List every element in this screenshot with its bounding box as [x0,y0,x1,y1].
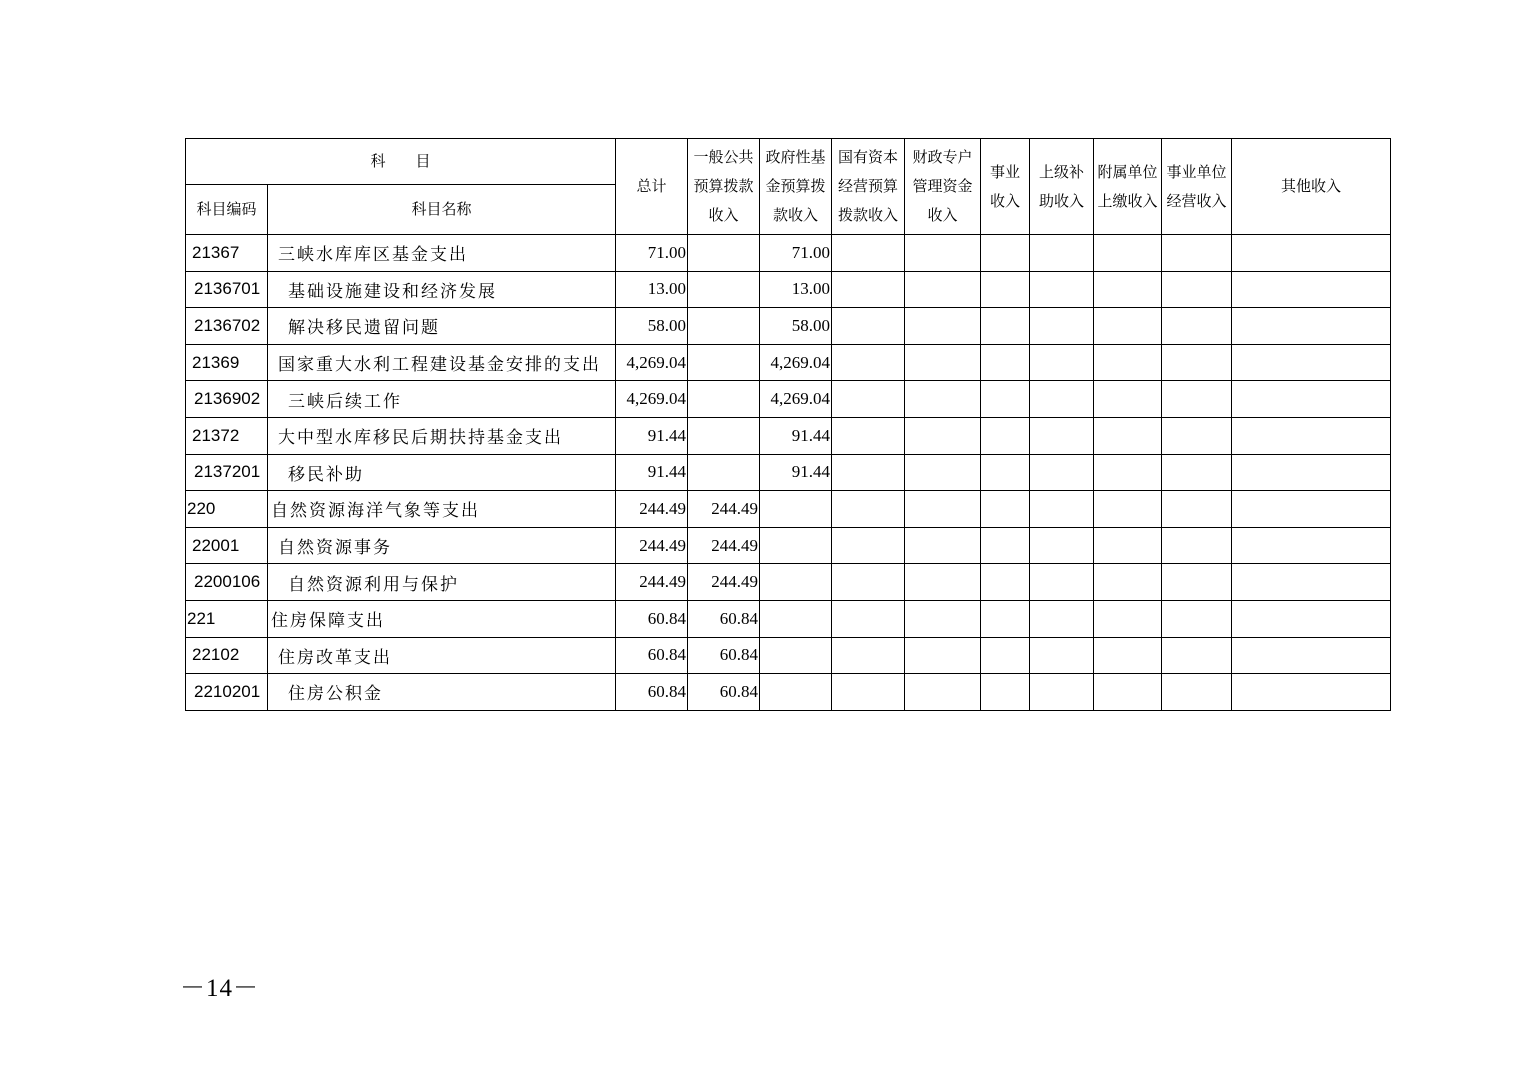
amount-cell [1162,637,1232,674]
amount-cell [981,308,1030,345]
amount-cell [832,600,905,637]
amount-cell [905,564,981,601]
amount-cell [688,454,760,491]
amount-cell [832,564,905,601]
amount-cell [1232,454,1391,491]
column-header-line: 助收入 [1039,191,1085,210]
subject-header: 科 目 [186,139,616,185]
amount-cell [981,344,1030,381]
amount-cell [1162,674,1232,711]
amount-cell: 91.44 [616,454,688,491]
amount-cell: 4,269.04 [616,381,688,418]
amount-cell [1094,381,1162,418]
budget-income-table [185,138,1391,711]
subject-name-cell: 移民补助 [268,454,616,491]
column-header-line: 事业 [990,162,1021,181]
table-row [186,491,1391,528]
column-header-line: 款收入 [773,206,819,224]
subject-name-cell: 解决移民遗留问题 [268,308,616,345]
amount-cell [1030,527,1094,564]
amount-cell [1094,674,1162,711]
amount-cell [1162,381,1232,418]
amount-cell [1162,454,1232,491]
amount-cell [981,381,1030,418]
amount-cell [905,527,981,564]
amount-cell: 244.49 [616,527,688,564]
column-header-line: 政府性基 [765,148,826,166]
amount-cell [688,235,760,272]
amount-cell [688,381,760,418]
amount-cell [760,674,832,711]
amount-cell [688,308,760,345]
amount-cell [832,308,905,345]
subject-code-cell: 2136902 [186,381,268,418]
amount-cell [981,600,1030,637]
amount-cell [981,271,1030,308]
subject-name-cell: 住房公积金 [268,674,616,711]
column-header-line: 其他收入 [1281,177,1342,195]
column-header [1094,139,1162,235]
amount-cell: 60.84 [688,637,760,674]
amount-cell [1162,344,1232,381]
amount-cell [1162,271,1232,308]
subject-code-cell: 2136702 [186,308,268,345]
subject-name-cell: 自然资源事务 [268,527,616,564]
subject-code-cell: 2210201 [186,674,268,711]
page-number: －14－ [180,975,260,1002]
subject-name-cell: 国家重大水利工程建设基金安排的支出 [268,344,616,381]
amount-cell [1094,527,1162,564]
column-header [1030,139,1094,235]
amount-cell [832,527,905,564]
amount-cell [905,674,981,711]
amount-cell [1030,600,1094,637]
amount-cell: 244.49 [616,564,688,601]
amount-cell [1030,381,1094,418]
amount-cell: 4,269.04 [760,344,832,381]
amount-cell: 244.49 [688,491,760,528]
amount-cell [832,637,905,674]
amount-cell: 71.00 [760,235,832,272]
column-header-line: 上级补 [1039,162,1085,181]
table-row [186,271,1391,308]
subject-code-cell: 22001 [186,527,268,564]
amount-cell [832,417,905,454]
amount-cell [1030,564,1094,601]
subject-code-cell: 22102 [186,637,268,674]
subject-code-cell: 21372 [186,417,268,454]
table-header [186,139,1391,235]
amount-cell [1232,600,1391,637]
amount-cell: 13.00 [760,271,832,308]
column-header-line: 预算拨款 [693,177,754,195]
amount-cell [981,491,1030,528]
amount-cell [1030,308,1094,345]
subject-name-cell: 基础设施建设和经济发展 [268,271,616,308]
subject-name-cell: 三峡后续工作 [268,381,616,418]
amount-cell [1232,417,1391,454]
amount-cell [905,271,981,308]
amount-cell [832,271,905,308]
amount-cell [981,527,1030,564]
table-row [186,637,1391,674]
amount-cell [688,344,760,381]
amount-cell [1094,344,1162,381]
amount-cell: 60.84 [616,637,688,674]
amount-cell [688,271,760,308]
subject-code-cell: 2200106 [186,564,268,601]
amount-cell: 244.49 [688,564,760,601]
column-header-line: 金预算拨 [765,177,826,195]
amount-cell [832,381,905,418]
amount-cell [1094,637,1162,674]
table-row [186,674,1391,711]
amount-cell [832,674,905,711]
amount-cell [1162,527,1232,564]
subject-code-cell: 220 [186,491,268,528]
column-header-line: 经营收入 [1166,191,1227,210]
amount-cell [981,637,1030,674]
amount-cell [981,417,1030,454]
amount-cell [1232,235,1391,272]
column-header-line: 财政专户 [912,148,973,166]
amount-cell [905,417,981,454]
table-row [186,454,1391,491]
table-row [186,235,1391,272]
amount-cell: 58.00 [616,308,688,345]
column-header [1232,139,1391,235]
amount-cell [905,344,981,381]
amount-cell: 58.00 [760,308,832,345]
column-header [981,139,1030,235]
amount-cell [1232,527,1391,564]
amount-cell [1232,674,1391,711]
amount-cell [1232,637,1391,674]
column-header-line: 收入 [990,191,1021,210]
subject-code-cell: 221 [186,600,268,637]
amount-cell [1162,491,1232,528]
amount-cell [981,454,1030,491]
column-header-line: 一般公共 [693,148,754,166]
column-header-line: 拨款收入 [838,206,899,224]
subject-name-cell: 住房改革支出 [268,637,616,674]
amount-cell [1232,344,1391,381]
column-header [760,139,832,235]
amount-cell [1030,271,1094,308]
amount-cell [1094,271,1162,308]
amount-cell [1094,564,1162,601]
amount-cell [905,454,981,491]
column-header [905,139,981,235]
amount-cell [1162,564,1232,601]
amount-cell: 13.00 [616,271,688,308]
amount-cell [1162,417,1232,454]
column-header-line: 收入 [708,206,739,224]
subject-name-cell: 大中型水库移民后期扶持基金支出 [268,417,616,454]
amount-cell [905,637,981,674]
amount-cell [1094,417,1162,454]
amount-cell [832,454,905,491]
table-row [186,417,1391,454]
code-header: 科目编码 [186,185,268,235]
table-row [186,308,1391,345]
amount-cell [1030,344,1094,381]
table-row [186,344,1391,381]
amount-cell [1030,454,1094,491]
subject-code-cell: 21367 [186,235,268,272]
table-row [186,527,1391,564]
amount-cell [1232,271,1391,308]
amount-cell [905,308,981,345]
amount-cell: 71.00 [616,235,688,272]
amount-cell [1094,491,1162,528]
amount-cell [1030,491,1094,528]
amount-cell [1232,491,1391,528]
amount-cell: 91.44 [760,417,832,454]
amount-cell [1030,637,1094,674]
amount-cell [1030,674,1094,711]
amount-cell [981,564,1030,601]
column-header-line: 上缴收入 [1097,191,1158,210]
amount-cell: 60.84 [616,674,688,711]
column-header [1162,139,1232,235]
amount-cell [905,491,981,528]
amount-cell [1030,417,1094,454]
amount-cell [832,235,905,272]
amount-cell [1232,381,1391,418]
amount-cell [981,674,1030,711]
amount-cell [1094,308,1162,345]
subject-name-cell: 自然资源利用与保护 [268,564,616,601]
column-header-line: 事业单位 [1166,162,1227,181]
amount-cell: 91.44 [760,454,832,491]
amount-cell: 60.84 [616,600,688,637]
column-header [832,139,905,235]
amount-cell [1162,308,1232,345]
amount-cell [1094,454,1162,491]
subject-name-cell: 自然资源海洋气象等支出 [268,491,616,528]
amount-cell [1030,235,1094,272]
amount-cell: 244.49 [616,491,688,528]
amount-cell [1162,600,1232,637]
amount-cell [1162,235,1232,272]
amount-cell: 4,269.04 [760,381,832,418]
amount-cell [760,600,832,637]
amount-cell [760,527,832,564]
amount-cell [832,491,905,528]
column-header-line: 管理资金 [912,177,973,195]
amount-cell [1094,235,1162,272]
column-header-line: 收入 [927,206,958,224]
amount-cell [760,564,832,601]
amount-cell [1232,564,1391,601]
column-header-line: 经营预算 [838,177,899,195]
column-header [688,139,760,235]
subject-code-cell: 2136701 [186,271,268,308]
amount-cell: 244.49 [688,527,760,564]
subject-code-cell: 2137201 [186,454,268,491]
name-header: 科目名称 [268,185,616,235]
amount-cell: 4,269.04 [616,344,688,381]
column-header-line: 总计 [636,177,667,195]
amount-cell [905,235,981,272]
table-row [186,381,1391,418]
amount-cell [905,381,981,418]
amount-cell [1094,600,1162,637]
column-header-line: 附属单位 [1097,162,1158,181]
amount-cell: 60.84 [688,674,760,711]
subject-name-cell: 住房保障支出 [268,600,616,637]
subject-name-cell: 三峡水库库区基金支出 [268,235,616,272]
amount-cell: 91.44 [616,417,688,454]
amount-cell [981,235,1030,272]
amount-cell [760,637,832,674]
amount-cell [905,600,981,637]
column-header [616,139,688,235]
amount-cell [832,344,905,381]
amount-cell [760,491,832,528]
column-header-line: 国有资本 [838,148,899,166]
subject-code-cell: 21369 [186,344,268,381]
amount-cell [1232,308,1391,345]
table-body [186,235,1391,711]
amount-cell [688,417,760,454]
table-row [186,564,1391,601]
amount-cell: 60.84 [688,600,760,637]
table-row [186,600,1391,637]
